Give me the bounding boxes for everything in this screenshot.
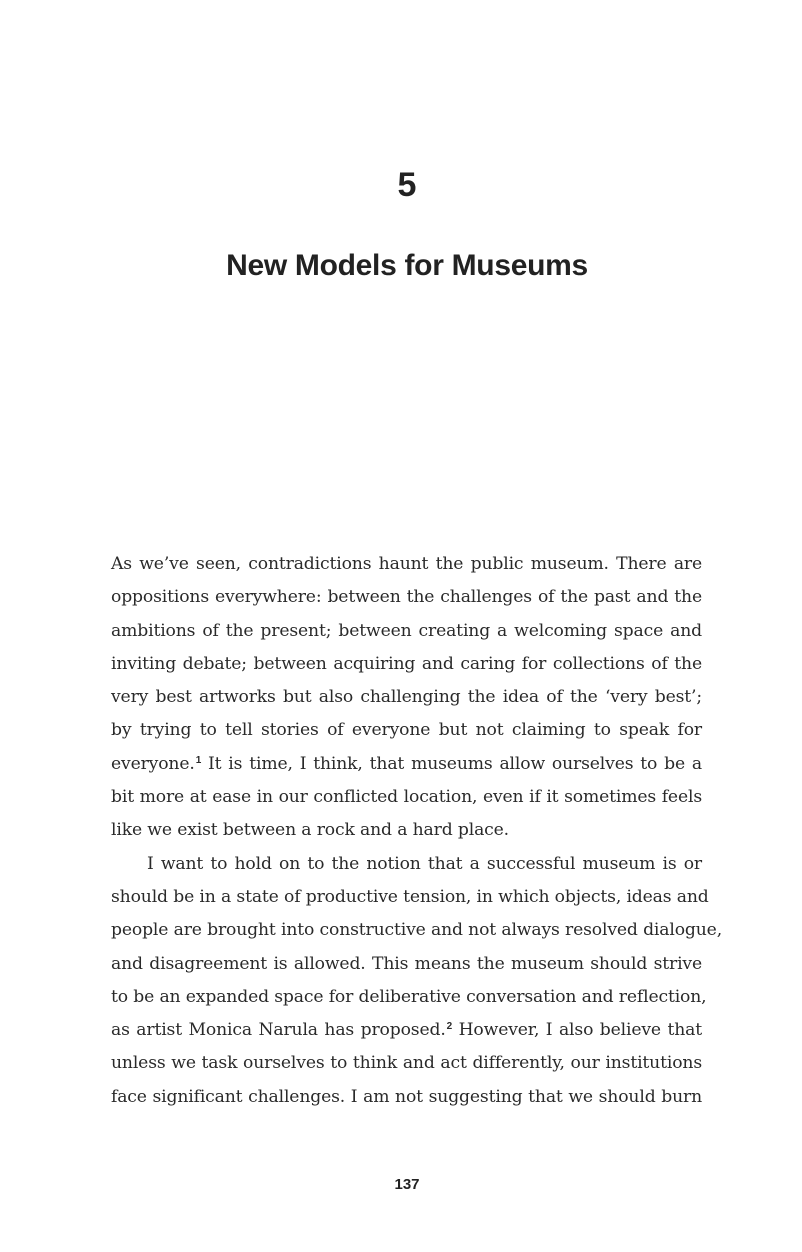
chapter-title: New Models for Museums	[226, 249, 588, 282]
paragraph-1-line-8: bit more at ease in our conflicted location, even if it sometimes feels	[111, 787, 702, 808]
paragraph-2-line-5: to be an expanded space for deliberative conversation and reflection,	[111, 986, 707, 1007]
line-text: as artist Monica Narula has proposed.	[111, 1020, 446, 1041]
chapter-number: 5	[397, 166, 417, 204]
paragraph-2-line-4: and disagreement is allowed. This means the museum should strive	[111, 953, 702, 974]
page-number: 137	[394, 1176, 420, 1193]
paragraph-2-line-8: face significant challenges. I am not suggesting that we should burn	[111, 1086, 702, 1107]
paragraph-1-line-7	[111, 748, 702, 781]
paragraph-2-line-1: I want to hold on to the notion that a successful museum is or	[147, 853, 702, 874]
body-text	[111, 548, 723, 1114]
paragraph-1-line-9: like we exist between a rock and a hard place.	[111, 820, 509, 841]
paragraph-1-line-5: very best artworks but also challenging the idea of the ‘very best’;	[111, 687, 702, 708]
footnote-marker-2[interactable]: 2	[446, 1021, 453, 1033]
line-text: everyone.	[111, 753, 195, 774]
paragraph-1-line-2: oppositions everywhere: between the challenges of the past and the	[111, 587, 702, 608]
line-text: However, I also believe that	[452, 1020, 702, 1041]
paragraph-2-line-3: people are brought into constructive and not always resolved dialogue,	[111, 920, 723, 941]
paragraph-2-line-7: unless we task ourselves to think and act differently, our institutions	[111, 1053, 702, 1074]
paragraph-1-line-3: ambitions of the present; between creating a welcoming space and	[111, 620, 702, 641]
paragraph-1-line-6: by trying to tell stories of everyone but not claiming to speak for	[111, 720, 702, 741]
paragraph-1-line-4: inviting debate; between acquiring and caring for collections of the	[111, 653, 702, 674]
paragraph-2-line-2: should be in a state of productive tension, in which objects, ideas and	[111, 886, 709, 907]
paragraph-2-line-6	[111, 1014, 702, 1047]
footnote-marker-1[interactable]: 1	[195, 754, 202, 766]
paragraph-1-line-1: As we’ve seen, contradictions haunt the public museum. There are	[111, 554, 702, 574]
line-text: It is time, I think, that museums allow ourselves to be a	[201, 753, 702, 774]
